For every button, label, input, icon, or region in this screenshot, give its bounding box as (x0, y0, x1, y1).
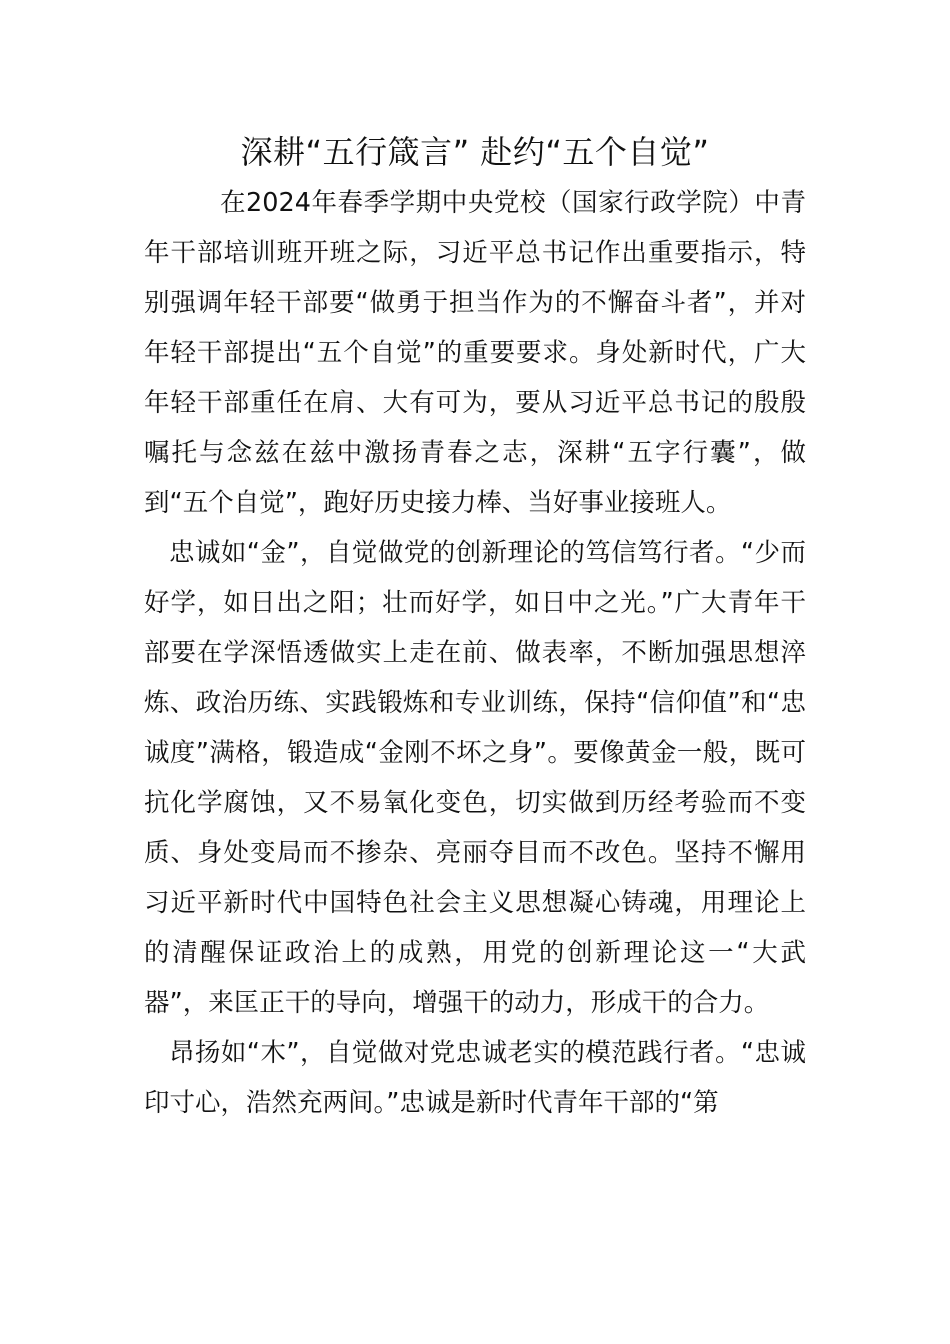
paragraph-wood: 昂扬如“木”，自觉做对党忠诚老实的模范践行者。“忠诚印寸心，浩然充两间。”忠诚是新时代青年干部的“第 (144, 1038, 806, 1118)
paragraph-intro: 在2024年春季学期中央党校（国家行政学院）中青年干部培训班开班之际，习近平总书记作出重要指示，特别强调年轻干部要“做勇于担当作为的不懈奋斗者”，并对年轻干部提出“五个自觉”的重要要求。身处新时代，广大年轻干部重任在肩、大有可为，要从习近平总书记的殷殷嘱托与念兹在兹中激扬青春之志，深耕“五字行囊”，做到“五个自觉”，跑好历史接力棒、当好事业接班人。 (144, 188, 806, 518)
document-title: 深耕“五行箴言” 赴约“五个自觉” (240, 133, 710, 171)
paragraph-gold: 忠诚如“金”，自觉做党的创新理论的笃信笃行者。“少而好学，如日出之阳；壮而好学，如日中之光。”广大青年干部要在学深悟透做实上走在前、做表率，不断加强思想淬炼、政治历练、实践锻炼和专业训练，保持“信仰值”和“忠诚度”满格，锻造成“金刚不坏之身”。要像黄金一般，既可抗化学腐蚀，又不易氧化变色，切实做到历经考验而不变质、身处变局而不掺杂、亮丽夺目而不改色。坚持不懈用习近平新时代中国特色社会主义思想凝心铸魂，用理论上的清醒保证政治上的成熟，用党的创新理论这一“大武器”，来匡正干的导向，增强干的动力，形成干的合力。 (144, 538, 806, 1018)
document-body (144, 178, 806, 1128)
